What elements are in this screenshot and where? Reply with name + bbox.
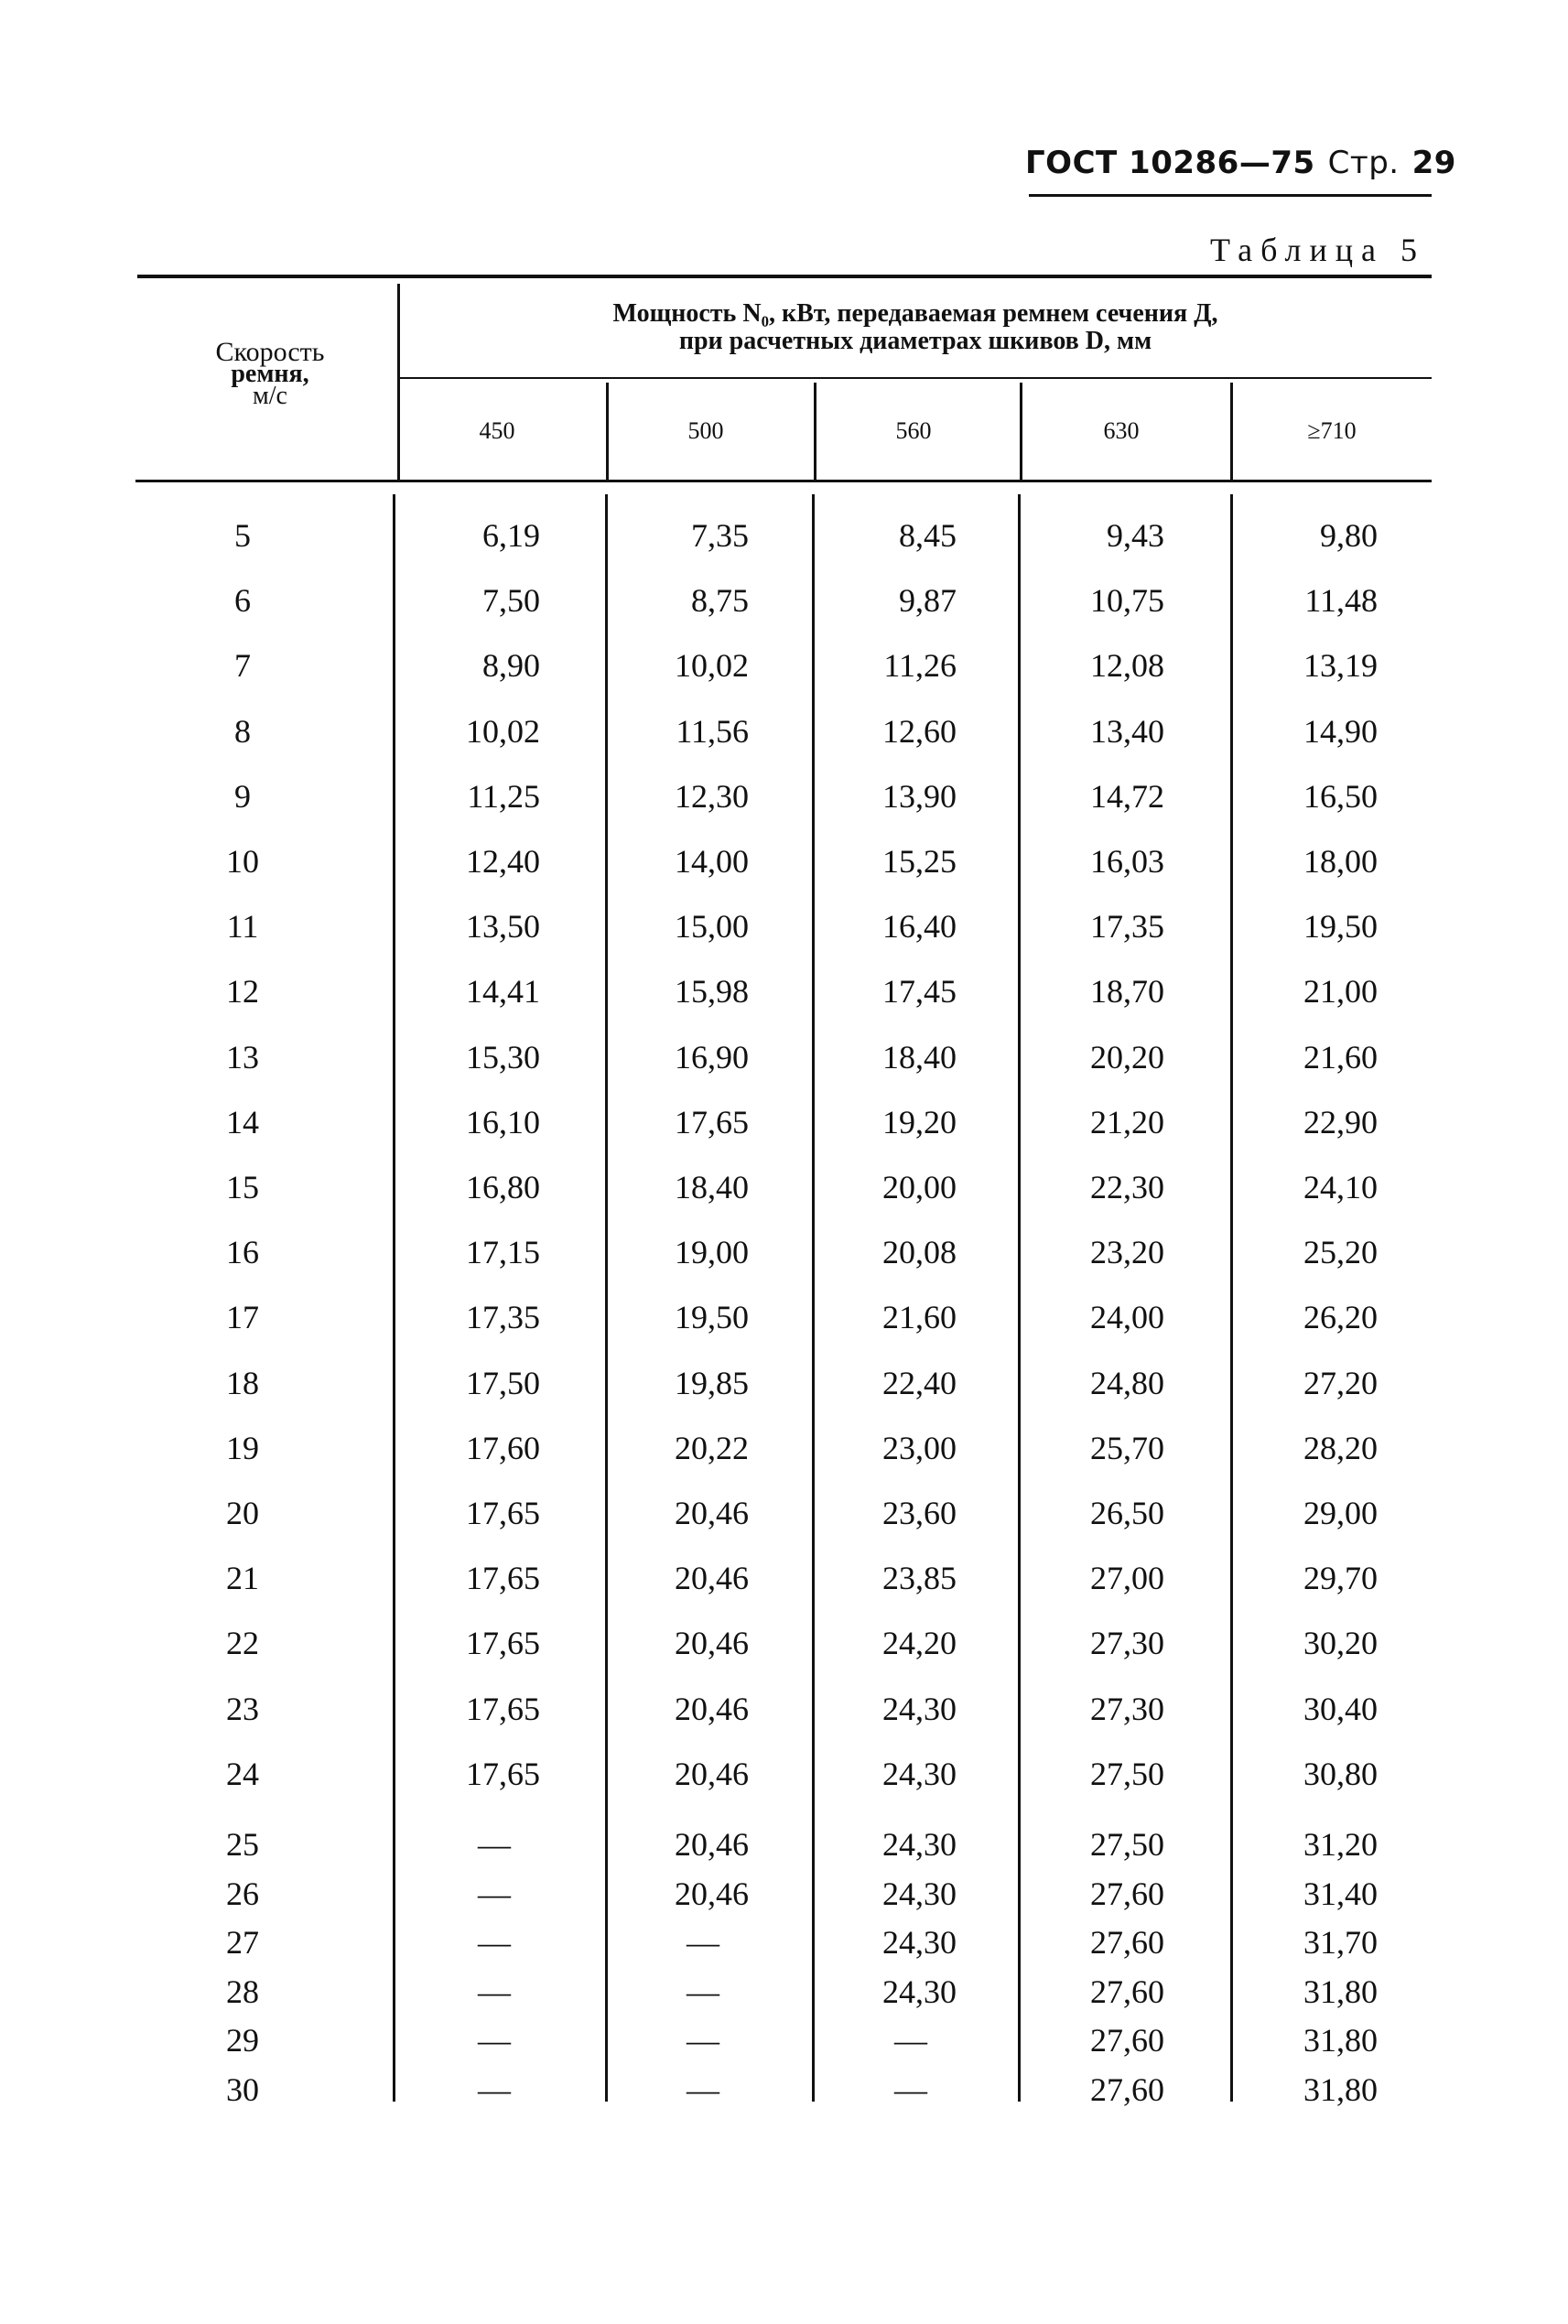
header-bottom-rule — [135, 480, 1432, 482]
speed-header-line-1: Скорость — [215, 337, 325, 367]
speed-cell: 14 — [226, 1103, 259, 1140]
table-row — [0, 1866, 1568, 1921]
power-cell-560: 23,00 — [882, 1429, 957, 1466]
table-row — [0, 1746, 1568, 1801]
diameter-header-450: 450 — [479, 417, 515, 444]
table-row — [0, 638, 1568, 693]
power-cell-710: 31,40 — [1303, 1875, 1378, 1912]
power-cell-500: 20,46 — [675, 1875, 749, 1912]
diameter-header-630: 630 — [1103, 417, 1140, 444]
table-row — [0, 1356, 1568, 1411]
power-cell-500: 20,46 — [675, 1625, 749, 1662]
power-cell-450: 11,25 — [467, 777, 540, 815]
speed-cell: 22 — [226, 1625, 259, 1662]
power-header-line-2: при расчетных диаметрах шкивов D, мм — [678, 327, 1152, 355]
table-row — [0, 1616, 1568, 1670]
power-cell-630: 26,50 — [1090, 1495, 1164, 1531]
power-cell-560: 23,85 — [882, 1560, 957, 1597]
power-cell-500: 11,56 — [676, 712, 749, 750]
power-cell-450: 14,41 — [466, 973, 540, 1011]
power-cell-500: 15,98 — [675, 973, 749, 1011]
power-cell-500: 17,65 — [675, 1103, 749, 1140]
speed-cell: 6 — [234, 582, 251, 620]
power-cell-630: 27,50 — [1090, 1826, 1164, 1863]
power-cell-450: — — [478, 1924, 511, 1961]
power-cell-630: 9,43 — [1107, 517, 1164, 554]
power-cell-450: 7,50 — [482, 582, 540, 620]
speed-cell: 5 — [234, 517, 251, 554]
table-row — [0, 1964, 1568, 2019]
divider-450-500-head — [606, 383, 609, 480]
table-row — [0, 1915, 1568, 1970]
power-cell-450: 17,35 — [466, 1299, 540, 1336]
power-cell-450: 17,15 — [466, 1234, 540, 1271]
speed-cell: 26 — [226, 1875, 259, 1912]
power-cell-560: 15,25 — [882, 843, 957, 880]
power-cell-710: 28,20 — [1303, 1429, 1378, 1466]
table-row — [0, 769, 1568, 824]
speed-cell: 13 — [226, 1038, 259, 1076]
power-cell-500: 8,75 — [691, 582, 749, 620]
power-cell-630: 21,20 — [1090, 1103, 1164, 1140]
power-cell-710: 11,48 — [1304, 582, 1378, 620]
power-cell-500: 10,02 — [675, 647, 749, 685]
power-cell-560: — — [894, 2070, 927, 2108]
power-cell-560: 22,40 — [882, 1364, 957, 1401]
divider-500-560-head — [814, 383, 816, 480]
power-cell-560: — — [894, 2022, 927, 2059]
speed-cell: 21 — [226, 1560, 259, 1597]
power-cell-710: 14,90 — [1303, 712, 1378, 750]
power-cell-500: 19,00 — [675, 1234, 749, 1271]
power-cell-710: 13,19 — [1303, 647, 1378, 685]
power-cell-710: 31,70 — [1303, 1924, 1378, 1961]
power-cell-450: 16,80 — [466, 1169, 540, 1205]
power-cell-500: 19,50 — [675, 1299, 749, 1336]
power-cell-560: 24,30 — [882, 1973, 957, 2010]
power-cell-710: 18,00 — [1303, 843, 1378, 880]
power-cell-560: 8,45 — [899, 517, 957, 554]
speed-header-line-3: м/с — [253, 382, 287, 410]
power-cell-630: 12,08 — [1090, 647, 1164, 685]
power-cell-450: 13,50 — [466, 908, 540, 946]
power-cell-450: 15,30 — [466, 1038, 540, 1076]
header-rule — [1029, 194, 1432, 197]
power-cell-630: 17,35 — [1090, 908, 1164, 946]
speed-cell: 12 — [226, 973, 259, 1011]
power-cell-710: 31,20 — [1303, 1826, 1378, 1863]
power-cell-450: — — [478, 1826, 511, 1863]
power-cell-560: 13,90 — [882, 777, 957, 815]
power-cell-450: 17,65 — [466, 1560, 540, 1597]
table-row — [0, 1290, 1568, 1345]
power-cell-500: 16,90 — [675, 1038, 749, 1076]
power-cell-630: 27,50 — [1090, 1755, 1164, 1792]
power-cell-710: 27,20 — [1303, 1364, 1378, 1401]
power-cell-710: 30,20 — [1303, 1625, 1378, 1662]
power-cell-560: 24,30 — [882, 1755, 957, 1792]
power-cell-630: 25,70 — [1090, 1429, 1164, 1466]
power-cell-450: 17,65 — [466, 1755, 540, 1792]
speed-cell: 24 — [226, 1755, 259, 1792]
power-cell-630: 27,60 — [1090, 2070, 1164, 2108]
speed-cell: 18 — [226, 1364, 259, 1401]
table-row — [0, 1225, 1568, 1280]
power-cell-500: 12,30 — [675, 777, 749, 815]
power-cell-630: 27,30 — [1090, 1690, 1164, 1727]
power-cell-500: 20,46 — [675, 1755, 749, 1792]
speed-cell: 10 — [226, 843, 259, 880]
power-cell-500: 20,22 — [675, 1429, 749, 1466]
power-cell-500: — — [687, 1973, 719, 2010]
power-cell-500: 20,46 — [675, 1690, 749, 1727]
table-row — [0, 2013, 1568, 2068]
power-cell-630: 20,20 — [1090, 1038, 1164, 1076]
diameter-header-500: 500 — [687, 417, 724, 444]
power-cell-560: 20,00 — [882, 1169, 957, 1205]
table-row — [0, 1030, 1568, 1085]
table-top-rule — [137, 275, 1432, 278]
power-cell-630: 24,80 — [1090, 1364, 1164, 1401]
power-cell-500: 20,46 — [675, 1826, 749, 1863]
power-cell-630: 10,75 — [1090, 582, 1164, 620]
speed-cell: 25 — [226, 1826, 259, 1863]
power-cell-450: — — [478, 1875, 511, 1912]
power-cell-630: 14,72 — [1090, 777, 1164, 815]
power-cell-450: 12,40 — [466, 843, 540, 880]
power-cell-630: 27,60 — [1090, 2022, 1164, 2059]
speed-cell: 23 — [226, 1690, 259, 1727]
table-row — [0, 899, 1568, 954]
power-cell-450: — — [478, 2070, 511, 2108]
table-row — [0, 1160, 1568, 1215]
power-cell-450: 17,65 — [466, 1625, 540, 1662]
speed-cell: 17 — [226, 1299, 259, 1336]
table-row — [0, 1817, 1568, 1872]
power-cell-450: 16,10 — [466, 1103, 540, 1140]
table-row — [0, 1681, 1568, 1736]
speed-cell: 29 — [226, 2022, 259, 2059]
power-cell-560: 19,20 — [882, 1103, 957, 1140]
speed-cell: 7 — [234, 647, 251, 685]
power-cell-500: 20,46 — [675, 1560, 749, 1597]
power-cell-450: 17,60 — [466, 1429, 540, 1466]
table-row — [0, 964, 1568, 1019]
power-cell-450: 17,50 — [466, 1364, 540, 1401]
power-cell-560: 24,20 — [882, 1625, 957, 1662]
power-cell-500: 15,00 — [675, 908, 749, 946]
power-cell-500: 20,46 — [675, 1495, 749, 1531]
power-cell-710: 29,00 — [1303, 1495, 1378, 1531]
speed-cell: 19 — [226, 1429, 259, 1466]
power-cell-500: 14,00 — [675, 843, 749, 880]
power-cell-450: 17,65 — [466, 1690, 540, 1727]
power-cell-560: 20,08 — [882, 1234, 957, 1271]
power-cell-560: 12,60 — [882, 712, 957, 750]
power-cell-560: 23,60 — [882, 1495, 957, 1531]
power-cell-450: 17,65 — [466, 1495, 540, 1531]
divider-560-630-head — [1020, 383, 1022, 480]
speed-cell: 9 — [234, 777, 251, 815]
table-row — [0, 1421, 1568, 1475]
power-cell-630: 18,70 — [1090, 973, 1164, 1011]
power-cell-560: 18,40 — [882, 1038, 957, 1076]
power-cell-500: — — [687, 2022, 719, 2059]
speed-cell: 8 — [234, 712, 251, 750]
table-caption: Таблица 5 — [1210, 232, 1425, 268]
power-cell-500: — — [687, 2070, 719, 2108]
page-word: Стр. — [1327, 145, 1400, 181]
power-cell-630: 23,20 — [1090, 1234, 1164, 1271]
diameter-header-560: 560 — [895, 417, 932, 444]
power-header-line-1: Мощность N₀, кВт, передаваемая ремнем сечения Д, — [612, 299, 1218, 328]
power-cell-710: 30,40 — [1303, 1690, 1378, 1727]
speed-cell: 28 — [226, 1973, 259, 2010]
power-cell-560: 11,26 — [883, 647, 957, 685]
table-row — [0, 1095, 1568, 1150]
power-cell-710: 30,80 — [1303, 1755, 1378, 1792]
power-column-header — [399, 300, 1432, 355]
header-sub-rule — [399, 377, 1432, 379]
power-cell-630: 16,03 — [1090, 843, 1164, 880]
speed-cell: 11 — [226, 908, 259, 946]
speed-cell: 15 — [226, 1169, 259, 1205]
power-cell-630: 27,30 — [1090, 1625, 1164, 1662]
table-row — [0, 1551, 1568, 1605]
power-cell-630: 22,30 — [1090, 1169, 1164, 1205]
power-cell-630: 13,40 — [1090, 712, 1164, 750]
power-cell-450: 6,19 — [482, 517, 540, 554]
power-cell-710: 21,00 — [1303, 973, 1378, 1011]
diameter-header-710: ≥710 — [1307, 417, 1357, 444]
power-cell-500: 7,35 — [691, 517, 749, 554]
power-cell-630: 27,60 — [1090, 1924, 1164, 1961]
power-cell-560: 9,87 — [899, 582, 957, 620]
power-cell-710: 22,90 — [1303, 1103, 1378, 1140]
power-cell-710: 31,80 — [1303, 1973, 1378, 2010]
power-cell-500: — — [687, 1924, 719, 1961]
power-cell-560: 24,30 — [882, 1875, 957, 1912]
power-cell-710: 29,70 — [1303, 1560, 1378, 1597]
power-cell-710: 9,80 — [1320, 517, 1378, 554]
power-cell-630: 27,60 — [1090, 1875, 1164, 1912]
power-cell-450: 8,90 — [482, 647, 540, 685]
power-cell-560: 16,40 — [882, 908, 957, 946]
power-cell-450: 10,02 — [466, 712, 540, 750]
power-cell-710: 25,20 — [1303, 1234, 1378, 1271]
power-cell-630: 27,00 — [1090, 1560, 1164, 1597]
power-cell-630: 24,00 — [1090, 1299, 1164, 1336]
power-cell-560: 24,30 — [882, 1826, 957, 1863]
speed-cell: 16 — [226, 1234, 259, 1271]
power-cell-560: 17,45 — [882, 973, 957, 1011]
power-cell-500: 19,85 — [675, 1364, 749, 1401]
power-cell-710: 19,50 — [1303, 908, 1378, 946]
table-row — [0, 704, 1568, 759]
page-header — [1025, 145, 1456, 181]
table-row — [0, 834, 1568, 889]
power-cell-710: 26,20 — [1303, 1299, 1378, 1336]
power-cell-630: 27,60 — [1090, 1973, 1164, 2010]
power-cell-710: 31,80 — [1303, 2022, 1378, 2059]
speed-cell: 27 — [226, 1924, 259, 1961]
page-number: 29 — [1411, 145, 1456, 181]
power-cell-560: 21,60 — [882, 1299, 957, 1336]
power-cell-560: 24,30 — [882, 1690, 957, 1727]
power-cell-710: 21,60 — [1303, 1038, 1378, 1076]
divider-630-710-head — [1230, 383, 1233, 480]
speed-column-header — [137, 337, 403, 410]
speed-header-line-2: ремня, — [231, 360, 309, 388]
standard-number: ГОСТ 10286—75 — [1025, 145, 1315, 181]
table-row — [0, 573, 1568, 628]
power-cell-560: 24,30 — [882, 1924, 957, 1961]
power-cell-710: 16,50 — [1303, 777, 1378, 815]
power-cell-450: — — [478, 1973, 511, 2010]
speed-cell: 20 — [226, 1495, 259, 1531]
power-cell-710: 24,10 — [1303, 1169, 1378, 1205]
table-row — [0, 2062, 1568, 2117]
power-cell-450: — — [478, 2022, 511, 2059]
table-row — [0, 1486, 1568, 1540]
table-row — [0, 508, 1568, 563]
power-cell-500: 18,40 — [675, 1169, 749, 1205]
power-cell-710: 31,80 — [1303, 2070, 1378, 2108]
speed-cell: 30 — [226, 2070, 259, 2108]
